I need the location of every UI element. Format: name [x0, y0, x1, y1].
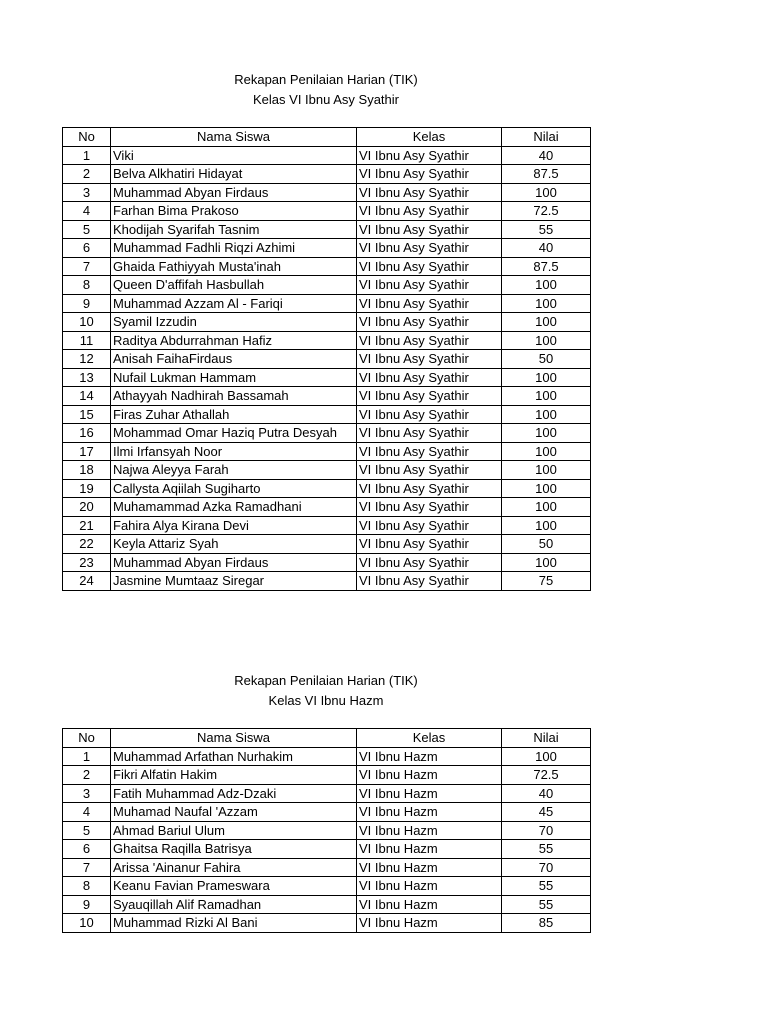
cell-nilai: 40 [502, 784, 591, 803]
cell-nilai: 55 [502, 220, 591, 239]
cell-kelas: VI Ibnu Hazm [357, 895, 502, 914]
cell-nama-siswa: Fikri Alfatin Hakim [111, 766, 357, 785]
cell-kelas: VI Ibnu Asy Syathir [357, 424, 502, 443]
table-row [63, 331, 591, 350]
cell-kelas: VI Ibnu Asy Syathir [357, 498, 502, 517]
cell-no: 8 [63, 877, 111, 896]
table-row [63, 442, 591, 461]
header-nilai: Nilai [502, 729, 591, 748]
cell-nilai: 50 [502, 535, 591, 554]
cell-nama-siswa: Fahira Alya Kirana Devi [111, 516, 357, 535]
table-row [63, 220, 591, 239]
section-title: Rekapan Penilaian Harian (TIK) [234, 673, 418, 688]
cell-nilai: 75 [502, 572, 591, 591]
cell-no: 13 [63, 368, 111, 387]
cell-no: 14 [63, 387, 111, 406]
table-row [63, 858, 591, 877]
cell-kelas: VI Ibnu Asy Syathir [357, 461, 502, 480]
cell-nilai: 70 [502, 821, 591, 840]
cell-nilai: 87.5 [502, 257, 591, 276]
cell-nilai: 100 [502, 461, 591, 480]
table-row [63, 766, 591, 785]
cell-kelas: VI Ibnu Hazm [357, 840, 502, 859]
cell-nama-siswa: Belva Alkhatiri Hidayat [111, 165, 357, 184]
table-row [63, 516, 591, 535]
cell-nilai: 100 [502, 442, 591, 461]
table-row [63, 313, 591, 332]
cell-no: 24 [63, 572, 111, 591]
header-no: No [63, 128, 111, 147]
table-row [63, 165, 591, 184]
table-row [63, 553, 591, 572]
cell-no: 15 [63, 405, 111, 424]
cell-no: 17 [63, 442, 111, 461]
cell-no: 18 [63, 461, 111, 480]
cell-nilai: 85 [502, 914, 591, 933]
cell-no: 10 [63, 313, 111, 332]
cell-nilai: 100 [502, 331, 591, 350]
cell-nama-siswa: Keyla Attariz Syah [111, 535, 357, 554]
cell-kelas: VI Ibnu Hazm [357, 784, 502, 803]
cell-kelas: VI Ibnu Hazm [357, 858, 502, 877]
table-row [63, 368, 591, 387]
cell-nama-siswa: Muhamammad Azka Ramadhani [111, 498, 357, 517]
header-no: No [63, 729, 111, 748]
cell-no: 21 [63, 516, 111, 535]
grades-table [62, 127, 591, 591]
cell-no: 2 [63, 165, 111, 184]
cell-kelas: VI Ibnu Asy Syathir [357, 535, 502, 554]
cell-nama-siswa: Ilmi Irfansyah Noor [111, 442, 357, 461]
cell-kelas: VI Ibnu Asy Syathir [357, 239, 502, 258]
cell-kelas: VI Ibnu Asy Syathir [357, 276, 502, 295]
table-row [63, 239, 591, 258]
cell-nilai: 100 [502, 276, 591, 295]
cell-nama-siswa: Syamil Izzudin [111, 313, 357, 332]
cell-kelas: VI Ibnu Asy Syathir [357, 313, 502, 332]
cell-kelas: VI Ibnu Asy Syathir [357, 294, 502, 313]
cell-no: 1 [63, 146, 111, 165]
cell-nama-siswa: Muhammad Arfathan Nurhakim [111, 747, 357, 766]
cell-nilai: 55 [502, 840, 591, 859]
cell-nilai: 100 [502, 368, 591, 387]
cell-nilai: 100 [502, 479, 591, 498]
cell-kelas: VI Ibnu Asy Syathir [357, 405, 502, 424]
cell-no: 8 [63, 276, 111, 295]
table-row [63, 424, 591, 443]
cell-nama-siswa: Muhammad Abyan Firdaus [111, 183, 357, 202]
cell-no: 20 [63, 498, 111, 517]
cell-nama-siswa: Ahmad Bariul Ulum [111, 821, 357, 840]
cell-no: 7 [63, 858, 111, 877]
cell-nilai: 100 [502, 424, 591, 443]
cell-kelas: VI Ibnu Asy Syathir [357, 331, 502, 350]
table-row [63, 294, 591, 313]
cell-nama-siswa: Queen D'affifah Hasbullah [111, 276, 357, 295]
cell-nama-siswa: Viki [111, 146, 357, 165]
cell-no: 3 [63, 784, 111, 803]
cell-nama-siswa: Muhammad Abyan Firdaus [111, 553, 357, 572]
header-kelas: Kelas [357, 729, 502, 748]
section-ibnu-asy-syathir [62, 70, 590, 591]
cell-nama-siswa: Ghaida Fathiyyah Musta'inah [111, 257, 357, 276]
cell-nama-siswa: Anisah FaihaFirdaus [111, 350, 357, 369]
cell-nama-siswa: Arissa 'Ainanur Fahira [111, 858, 357, 877]
cell-no: 6 [63, 840, 111, 859]
cell-nilai: 50 [502, 350, 591, 369]
cell-no: 7 [63, 257, 111, 276]
cell-no: 10 [63, 914, 111, 933]
cell-nilai: 100 [502, 747, 591, 766]
cell-nama-siswa: Callysta Aqiilah Sugiharto [111, 479, 357, 498]
cell-nama-siswa: Farhan Bima Prakoso [111, 202, 357, 221]
cell-kelas: VI Ibnu Asy Syathir [357, 146, 502, 165]
table-row [63, 202, 591, 221]
cell-kelas: VI Ibnu Hazm [357, 747, 502, 766]
table-header-row [63, 128, 591, 147]
cell-kelas: VI Ibnu Asy Syathir [357, 350, 502, 369]
header-nama-siswa: Nama Siswa [111, 128, 357, 147]
table-row [63, 821, 591, 840]
table-row [63, 840, 591, 859]
cell-no: 4 [63, 202, 111, 221]
cell-nama-siswa: Nufail Lukman Hammam [111, 368, 357, 387]
cell-nilai: 72.5 [502, 766, 591, 785]
cell-nilai: 70 [502, 858, 591, 877]
cell-no: 9 [63, 294, 111, 313]
grades-table [62, 728, 591, 933]
cell-no: 1 [63, 747, 111, 766]
cell-no: 2 [63, 766, 111, 785]
table-header-row [63, 729, 591, 748]
table-row [63, 350, 591, 369]
cell-nama-siswa: Muhammad Fadhli Riqzi Azhimi [111, 239, 357, 258]
cell-no: 4 [63, 803, 111, 822]
cell-kelas: VI Ibnu Asy Syathir [357, 442, 502, 461]
cell-nilai: 72.5 [502, 202, 591, 221]
cell-kelas: VI Ibnu Asy Syathir [357, 572, 502, 591]
table-row [63, 572, 591, 591]
cell-nilai: 45 [502, 803, 591, 822]
table-row [63, 747, 591, 766]
cell-nilai: 100 [502, 294, 591, 313]
table-row [63, 405, 591, 424]
cell-no: 6 [63, 239, 111, 258]
table-row [63, 387, 591, 406]
cell-nilai: 40 [502, 239, 591, 258]
cell-nama-siswa: Khodijah Syarifah Tasnim [111, 220, 357, 239]
cell-nilai: 55 [502, 877, 591, 896]
table-row [63, 498, 591, 517]
cell-kelas: VI Ibnu Asy Syathir [357, 368, 502, 387]
table-row [63, 183, 591, 202]
cell-nilai: 40 [502, 146, 591, 165]
cell-nilai: 100 [502, 516, 591, 535]
cell-nama-siswa: Raditya Abdurrahman Hafiz [111, 331, 357, 350]
cell-kelas: VI Ibnu Asy Syathir [357, 165, 502, 184]
cell-nama-siswa: Muhamad Naufal 'Azzam [111, 803, 357, 822]
header-nilai: Nilai [502, 128, 591, 147]
cell-kelas: VI Ibnu Asy Syathir [357, 202, 502, 221]
cell-no: 9 [63, 895, 111, 914]
cell-nama-siswa: Muhammad Rizki Al Bani [111, 914, 357, 933]
cell-kelas: VI Ibnu Hazm [357, 914, 502, 933]
cell-kelas: VI Ibnu Asy Syathir [357, 387, 502, 406]
table-row [63, 914, 591, 933]
table-row [63, 803, 591, 822]
cell-nama-siswa: Jasmine Mumtaaz Siregar [111, 572, 357, 591]
cell-nama-siswa: Syauqillah Alif Ramadhan [111, 895, 357, 914]
header-kelas: Kelas [357, 128, 502, 147]
cell-nama-siswa: Athayyah Nadhirah Bassamah [111, 387, 357, 406]
cell-no: 16 [63, 424, 111, 443]
cell-kelas: VI Ibnu Asy Syathir [357, 257, 502, 276]
table-row [63, 877, 591, 896]
cell-kelas: VI Ibnu Hazm [357, 766, 502, 785]
cell-nilai: 87.5 [502, 165, 591, 184]
cell-no: 19 [63, 479, 111, 498]
section-title: Rekapan Penilaian Harian (TIK) [234, 72, 418, 87]
cell-kelas: VI Ibnu Hazm [357, 877, 502, 896]
cell-no: 11 [63, 331, 111, 350]
cell-nama-siswa: Najwa Aleyya Farah [111, 461, 357, 480]
table-row [63, 461, 591, 480]
cell-nilai: 55 [502, 895, 591, 914]
cell-kelas: VI Ibnu Asy Syathir [357, 479, 502, 498]
header-nama-siswa: Nama Siswa [111, 729, 357, 748]
table-row [63, 276, 591, 295]
table-row [63, 146, 591, 165]
cell-nama-siswa: Mohammad Omar Haziq Putra Desyah [111, 424, 357, 443]
table-row [63, 895, 591, 914]
table-row [63, 784, 591, 803]
cell-no: 22 [63, 535, 111, 554]
cell-kelas: VI Ibnu Asy Syathir [357, 553, 502, 572]
cell-nilai: 100 [502, 313, 591, 332]
cell-nama-siswa: Fatih Muhammad Adz-Dzaki [111, 784, 357, 803]
cell-nilai: 100 [502, 183, 591, 202]
cell-no: 12 [63, 350, 111, 369]
cell-no: 5 [63, 220, 111, 239]
section-ibnu-hazm [62, 671, 590, 933]
cell-kelas: VI Ibnu Hazm [357, 821, 502, 840]
cell-nilai: 100 [502, 553, 591, 572]
cell-no: 23 [63, 553, 111, 572]
cell-nama-siswa: Ghaitsa Raqilla Batrisya [111, 840, 357, 859]
cell-kelas: VI Ibnu Asy Syathir [357, 183, 502, 202]
cell-no: 3 [63, 183, 111, 202]
cell-kelas: VI Ibnu Asy Syathir [357, 220, 502, 239]
section-subtitle: Kelas VI Ibnu Asy Syathir [253, 91, 399, 107]
table-row [63, 535, 591, 554]
table-row [63, 479, 591, 498]
cell-kelas: VI Ibnu Asy Syathir [357, 516, 502, 535]
cell-nilai: 100 [502, 405, 591, 424]
table-row [63, 257, 591, 276]
cell-nilai: 100 [502, 498, 591, 517]
cell-nama-siswa: Muhammad Azzam Al - Fariqi [111, 294, 357, 313]
section-subtitle: Kelas VI Ibnu Hazm [268, 692, 384, 708]
cell-nama-siswa: Firas Zuhar Athallah [111, 405, 357, 424]
cell-no: 5 [63, 821, 111, 840]
cell-kelas: VI Ibnu Hazm [357, 803, 502, 822]
cell-nilai: 100 [502, 387, 591, 406]
cell-nama-siswa: Keanu Favian Prameswara [111, 877, 357, 896]
